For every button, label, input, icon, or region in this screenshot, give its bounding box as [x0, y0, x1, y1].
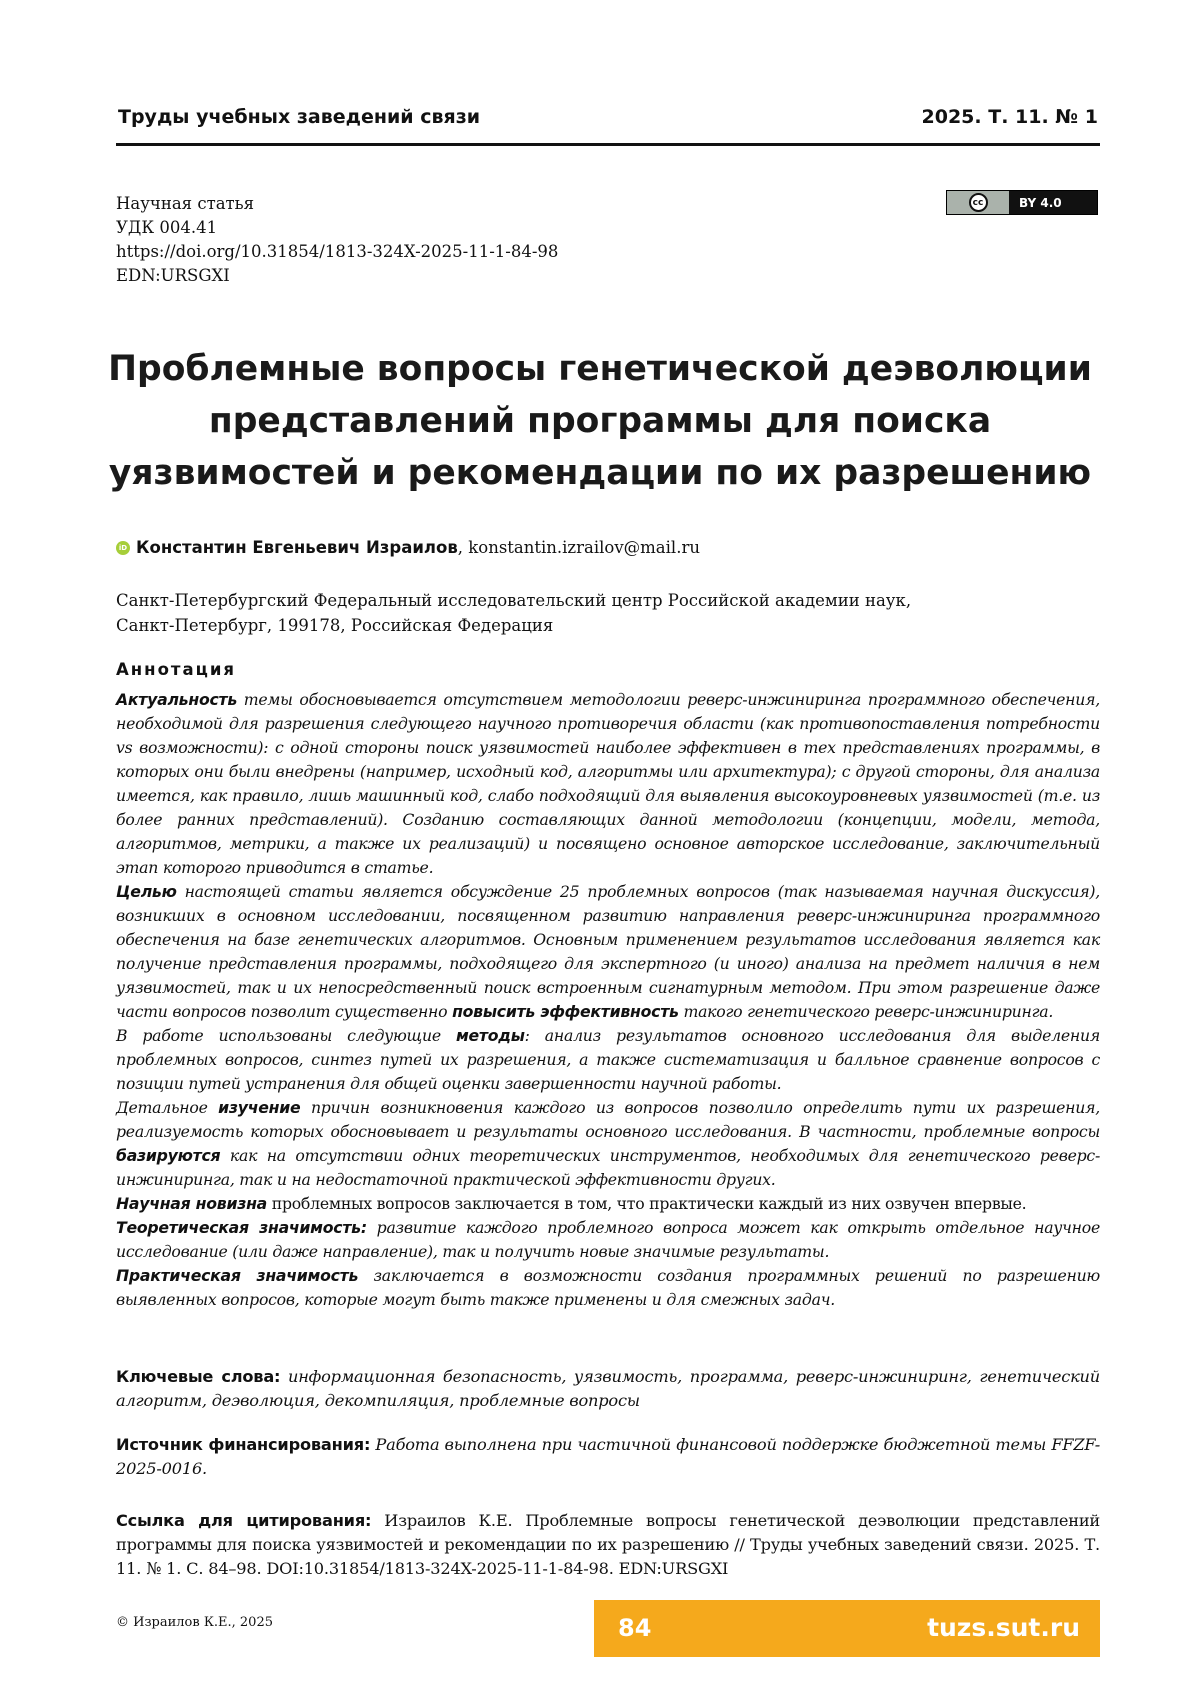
author-email[interactable]: , konstantin.izrailov@mail.ru	[458, 538, 700, 557]
methods-intro: В работе использованы следующие	[116, 1026, 456, 1045]
affiliation-line-2: Санкт-Петербург, 199178, Российская Федерация	[116, 613, 911, 638]
page-number: 84	[618, 1614, 651, 1642]
keywords-text: информационная безопасность, уязвимость, программа, реверс-инжиниринг, генетический алгоритм, деэволюция, декомпиляция, проблемные вопросы	[116, 1367, 1100, 1410]
abstract-study	[116, 1096, 1100, 1192]
term-methods: методы	[456, 1026, 525, 1045]
funding	[116, 1433, 1100, 1481]
abstract-novelty	[116, 1192, 1100, 1216]
cc-logo	[947, 191, 1009, 214]
journal-title: Труды учебных заведений связи	[118, 106, 480, 128]
abstract-body	[116, 688, 1100, 1312]
footer-bar	[594, 1600, 1100, 1657]
goal-text-end: такого генетического реверс-инжиниринга.	[679, 1002, 1053, 1021]
citation-label: Ссылка для цитирования:	[116, 1511, 371, 1530]
author-line	[116, 538, 700, 557]
journal-header	[118, 106, 1098, 128]
copyright: © Израилов К.Е., 2025	[116, 1615, 273, 1630]
term-practice: Практическая значимость	[116, 1266, 358, 1285]
abstract-methods	[116, 1024, 1100, 1096]
term-study: изучение	[218, 1098, 300, 1117]
edn-code: EDN:URSGXI	[116, 264, 558, 288]
license-label: BY 4.0	[1009, 196, 1062, 210]
abstract-practice	[116, 1264, 1100, 1312]
abstract-theory	[116, 1216, 1100, 1264]
term-novelty: Научная новизна	[116, 1194, 267, 1213]
doi-link[interactable]: https://doi.org/10.31854/1813-324X-2025-11-1-84-98	[116, 240, 558, 264]
study-text-end: как на отсутствии одних теоретических инструментов, необходимых для генетического реверс-инжиниринга, так и на недостаточной практической эффективности других.	[116, 1146, 1100, 1189]
abstract-heading: Аннотация	[116, 660, 236, 679]
funding-label: Источник финансирования:	[116, 1435, 370, 1454]
term-efficiency: повысить эффективность	[452, 1002, 679, 1021]
methods-text: : анализ результатов основного исследования для выделения проблемных вопросов, синтез путей их разрешения, а также систематизация и балльное сравнение вопросов с позиции путей устранения для общей оценки завершенности научной работы.	[116, 1026, 1100, 1093]
theory-text: развитие каждого проблемного вопроса может как открыть отдельное научное исследование (или даже направление), так и получить новые значимые результаты.	[116, 1218, 1100, 1261]
funding-text: Работа выполнена при частичной финансовой поддержке бюджетной темы FFZF-2025-0016.	[116, 1435, 1100, 1478]
novelty-text: проблемных вопросов заключается в том, что практически каждый из них озвучен впервые.	[267, 1194, 1026, 1213]
orcid-icon[interactable]: iD	[116, 541, 130, 555]
study-intro: Детальное	[116, 1098, 218, 1117]
term-based: базируются	[116, 1146, 220, 1165]
affiliation-line-1: Санкт-Петербургский Федеральный исследовательский центр Российской академии наук,	[116, 588, 911, 613]
term-goal: Целью	[116, 882, 177, 901]
practice-text: заключается в возможности создания программных решений по разрешению выявленных вопросов, которые могут быть также применены и для смежных задач.	[116, 1266, 1100, 1309]
site-link[interactable]: tuzs.sut.ru	[927, 1613, 1080, 1642]
article-meta	[116, 192, 558, 288]
keywords-label: Ключевые слова:	[116, 1367, 280, 1386]
article-title: Проблемные вопросы генетической деэволюции представлений программы для поиска уязвимостей и рекомендации по их разрешению	[100, 343, 1100, 499]
article-page	[0, 0, 1200, 1697]
goal-text: настоящей статьи является обсуждение 25 проблемных вопросов (так называемая научная дискуссия), возникших в основном исследовании, посвященном развитию направления реверс-инжиниринга программного обеспечения на базе генетических алгоритмов. Основным применением результатов исследования является как получение представления программы, подходящего для экспертного (и иного) анализа на предмет наличия в нем уязвимостей, так и их непосредственный поиск встроенным сигнатурным методом. При этом разрешение даже части вопросов позволит существенно	[116, 882, 1100, 1021]
relevance-text: темы обосновывается отсутствием методологии реверс-инжиниринга программного обеспечения, необходимой для разрешения следующего научного противоречия области (как противопоставления потребности vs возможности): с одной стороны поиск уязвимостей наиболее эффективен в тех представлениях программы, в которых они были внедрены (например, исходный код, алгоритмы или архитектура); с другой стороны, для анализа имеется, как правило, лишь машинный код, слабо подходящий для выявления высокоуровневых уязвимостей (т.е. из более ранних представлений). Созданию составляющих данной методологии (концепции, модели, метода, алгоритмов, метрики, а также их реализаций) и посвящено основное авторское исследование, заключительный этап которого приводится в статье.	[116, 690, 1100, 877]
author-name: Константин Евгеньевич Израилов	[136, 538, 458, 557]
article-type: Научная статья	[116, 192, 558, 216]
header-divider	[116, 143, 1100, 146]
citation	[116, 1509, 1100, 1581]
term-relevance: Актуальность	[116, 690, 237, 709]
term-theory: Теоретическая значимость:	[116, 1218, 367, 1237]
abstract-relevance	[116, 688, 1100, 880]
cc-by-license-icon[interactable]	[946, 190, 1098, 215]
cc-circle-icon: cc	[969, 193, 988, 212]
study-text: причин возникновения каждого из вопросов позволило определить пути их разрешения, реализуемость которых обосновывает и результаты основного исследования. В частности, проблемные вопросы	[116, 1098, 1100, 1141]
keywords	[116, 1365, 1100, 1413]
citation-text: Израилов К.Е. Проблемные вопросы генетической деэволюции представлений программы для поиска уязвимостей и рекомендации по их разрешению // Труды учебных заведений связи. 2025. Т. 11. № 1. С. 84–98. DOI:10.31854/1813-324X-2025-11-1-84-98. EDN:URSGXI	[116, 1511, 1100, 1578]
affiliation	[116, 588, 911, 638]
abstract-goal	[116, 880, 1100, 1024]
udk-code: УДК 004.41	[116, 216, 558, 240]
issue-info: 2025. Т. 11. № 1	[922, 106, 1098, 128]
